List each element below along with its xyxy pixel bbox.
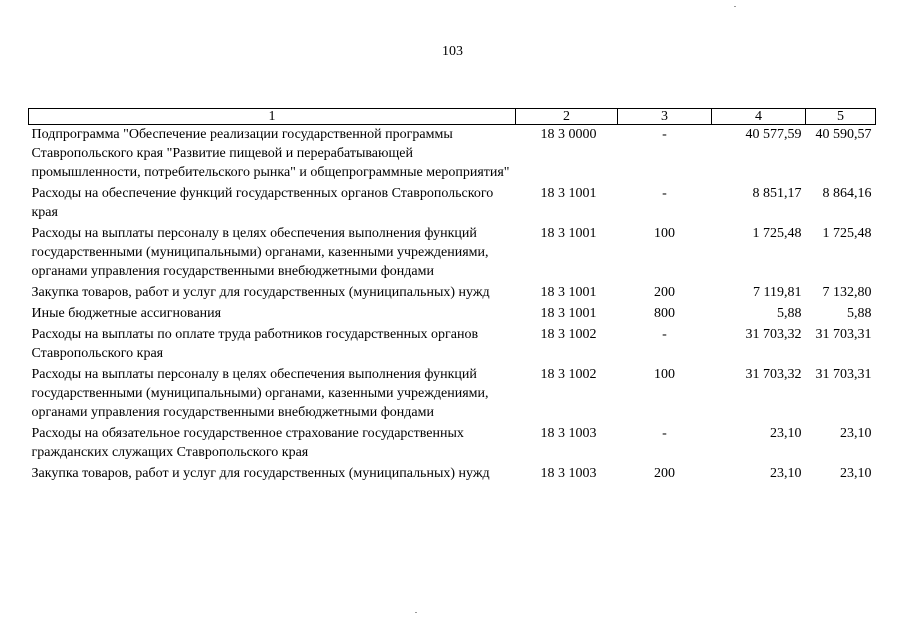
row-name-cell: Расходы на выплаты персоналу в целях обеспечения выполнения функций государственными (муниципальными) органами, казенными учреждениями, органами управления государственными внебюджетными фондами [31,367,489,420]
row-value-5-cell: 5,88 [847,306,872,321]
row-type-cell: 100 [654,367,675,382]
row-value-5-cell: 7 132,80 [822,285,872,300]
row-value-4-cell: 5,88 [777,306,802,321]
row-name-cell: Иные бюджетные ассигнования [31,306,222,321]
row-code-cell: 18 3 1001 [540,306,597,321]
row-value-5-cell: 31 703,31 [815,327,872,342]
column-header-2: 2 [516,109,618,125]
row-value-5-cell: 40 590,57 [815,127,872,142]
row-name-cell: Подпрограмма "Обеспечение реализации государственной программы Ставропольского края "Развитие пищевой и перерабатывающей промышленности, потребительского рынка" и общепрограммные мероприятия" [31,127,510,180]
column-header-4: 4 [712,109,806,125]
row-value-4-cell: 23,10 [770,466,802,481]
row-type-cell: - [662,426,667,441]
table-row [29,365,876,424]
table-row [29,283,876,304]
column-header-3: 3 [618,109,712,125]
table-body [29,125,876,486]
table-row [29,464,876,485]
table-header-row [29,109,876,125]
row-name-cell: Расходы на обязательное государственное страхование государственных гражданских служащих Ставропольского края [31,426,464,460]
table-row [29,424,876,464]
row-code-cell: 18 3 1001 [540,186,597,201]
row-code-cell: 18 3 1001 [540,285,597,300]
column-header-1: 1 [29,109,516,125]
budget-table-wrapper [28,108,875,485]
row-type-cell: 200 [654,466,675,481]
column-header-5: 5 [806,109,876,125]
table-row [29,125,876,185]
row-value-4-cell: 31 703,32 [745,327,802,342]
row-name-cell: Закупка товаров, работ и услуг для государственных (муниципальных) нужд [31,466,490,481]
table-row [29,325,876,365]
row-value-4-cell: 40 577,59 [745,127,802,142]
row-value-5-cell: 31 703,31 [815,367,872,382]
row-type-cell: - [662,127,667,142]
table-row [29,184,876,224]
page-number: 103 [442,44,463,59]
row-value-5-cell: 1 725,48 [822,226,872,241]
row-value-4-cell: 8 851,17 [752,186,802,201]
row-value-4-cell: 31 703,32 [745,367,802,382]
row-type-cell: - [662,186,667,201]
row-value-5-cell: 8 864,16 [822,186,872,201]
row-value-4-cell: 1 725,48 [752,226,802,241]
row-value-5-cell: 23,10 [840,426,872,441]
scan-speck [415,612,417,613]
row-name-cell: Расходы на выплаты по оплате труда работников государственных органов Ставропольского края [31,327,479,361]
row-type-cell: 100 [654,226,675,241]
scan-speck [734,6,736,7]
table-row [29,304,876,325]
row-code-cell: 18 3 1003 [540,426,597,441]
row-value-4-cell: 23,10 [770,426,802,441]
row-value-4-cell: 7 119,81 [753,285,802,300]
row-name-cell: Расходы на выплаты персоналу в целях обеспечения выполнения функций государственными (муниципальными) органами, казенными учреждениями, органами управления государственными внебюджетными фондами [31,226,489,279]
row-code-cell: 18 3 1001 [540,226,597,241]
row-code-cell: 18 3 0000 [540,127,597,142]
row-value-5-cell: 23,10 [840,466,872,481]
row-type-cell: - [662,327,667,342]
row-name-cell: Расходы на обеспечение функций государственных органов Ставропольского края [31,186,494,220]
budget-table [28,108,876,485]
row-type-cell: 200 [654,285,675,300]
row-code-cell: 18 3 1002 [540,327,597,342]
row-code-cell: 18 3 1002 [540,367,597,382]
table-row [29,224,876,283]
row-name-cell: Закупка товаров, работ и услуг для государственных (муниципальных) нужд [31,285,490,300]
row-type-cell: 800 [654,306,675,321]
row-code-cell: 18 3 1003 [540,466,597,481]
